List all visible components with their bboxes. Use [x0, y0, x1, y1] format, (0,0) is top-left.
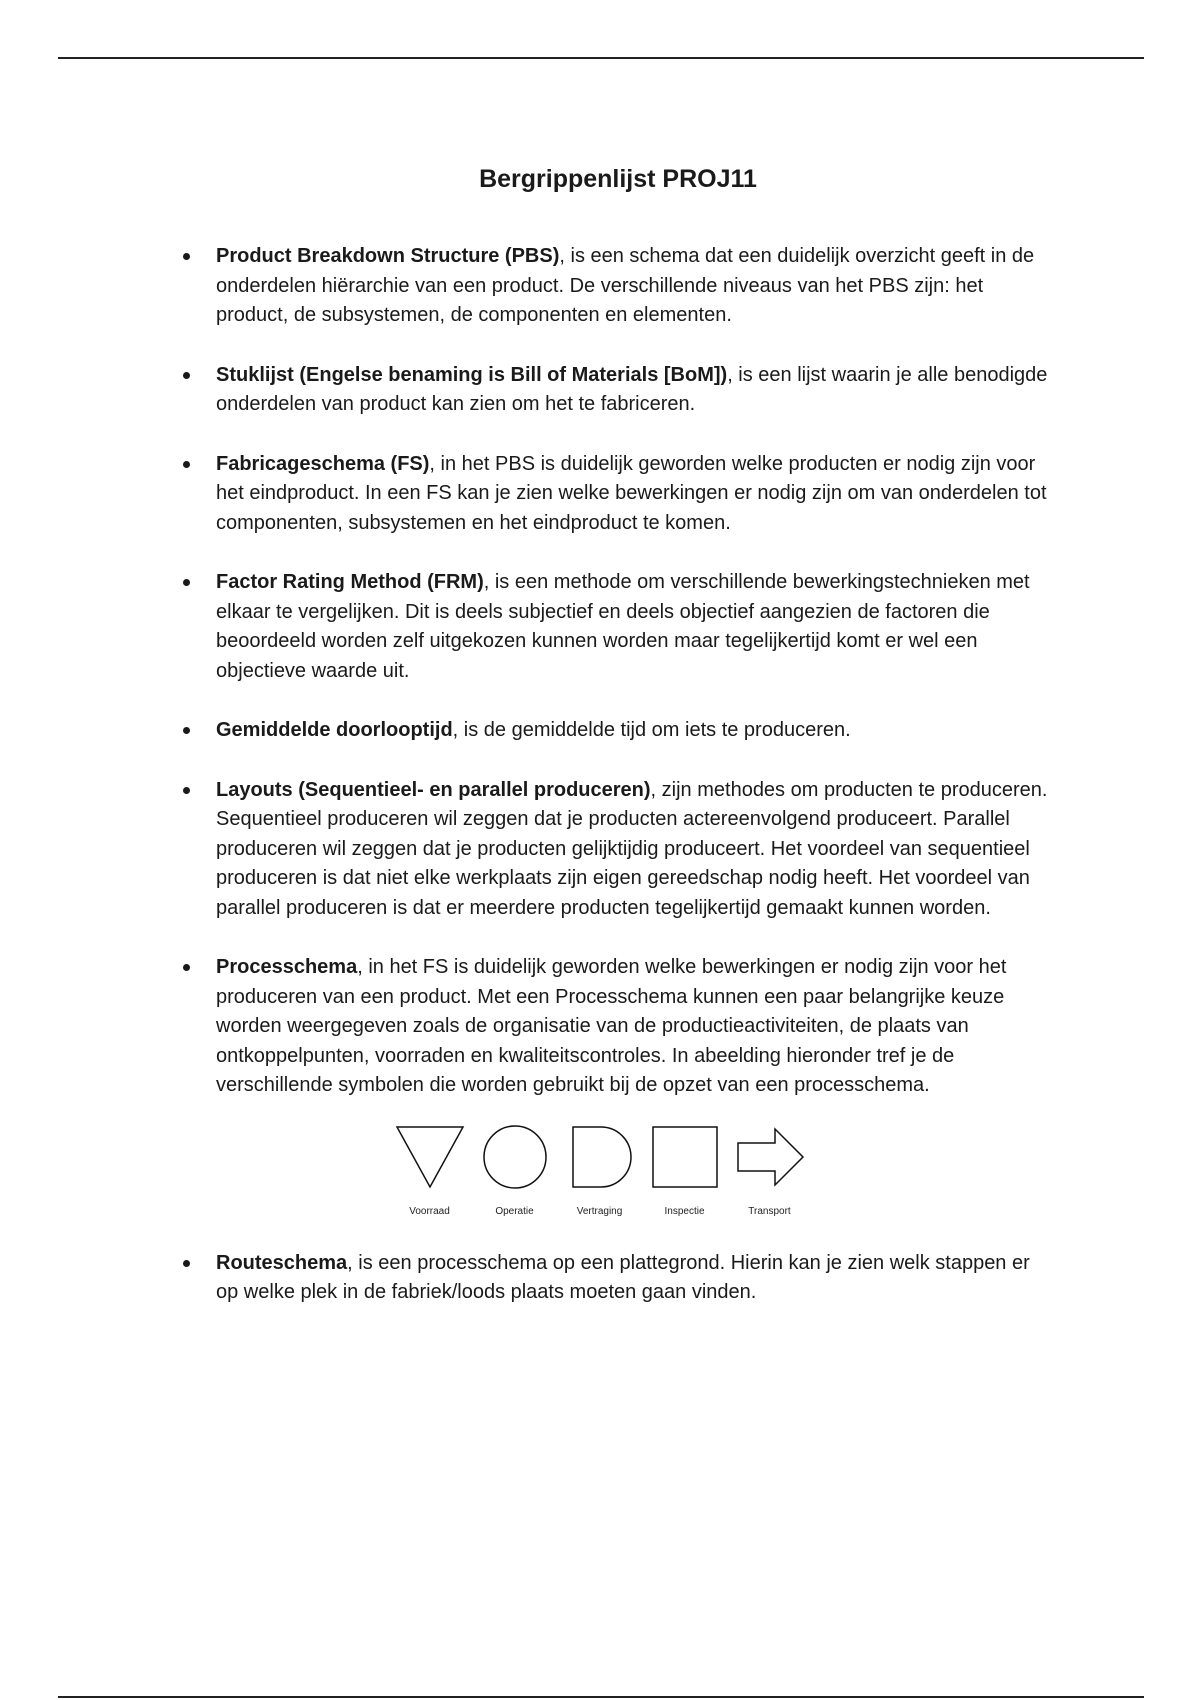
symbol-label: Voorraad [409, 1205, 450, 1217]
header-rule [58, 57, 1144, 59]
symbol-label: Transport [748, 1205, 791, 1217]
term-label: Fabricageschema (FS) [216, 452, 430, 475]
term-description: , is een processchema op een plattegrond. Hierin kan je zien welk stappen er op welke plek in de fabriek/loods plaats moeten gaan vinden. [216, 1251, 1030, 1303]
triangle-down-icon [395, 1125, 465, 1189]
symbol-label: Vertraging [576, 1205, 623, 1217]
term-description: , is een lijst waarin je alle benodigde onderdelen van product kan zien om het te fabriceren. [216, 363, 1048, 415]
footer-rule [58, 1696, 1144, 1698]
d-shape-icon [565, 1125, 635, 1189]
term-label: Factor Rating Method (FRM) [216, 571, 484, 593]
term-label: Gemiddelde doorlooptijd [216, 719, 453, 741]
symbol-label: Operatie [495, 1205, 534, 1217]
list-item-stuklijst [216, 361, 1056, 420]
term-list [216, 242, 1056, 1338]
circle-icon [480, 1125, 550, 1189]
term-description: , zijn methodes om producten te produceren. [650, 778, 1048, 801]
term-description: , is de gemiddelde tijd om iets te produceren. [452, 719, 851, 741]
term-extra-description: Sequentieel produceren wil zeggen dat je producten actereenvolgend produceert. Parallel produceren wil zeggen dat je producten gelijktijdig produceert. Het voordeel van sequentieel produceren is dat niet elke werkplaats zijn eigen gereedschap nodig heeft. Het voordeel van parallel produceren is dat er meerdere producten tegelijkertijd gemaakt kunnen worden. [216, 808, 1030, 919]
list-item-processchema [216, 953, 1056, 1219]
symbol-label: Inspectie [664, 1205, 705, 1217]
term-label: Layouts (Sequentieel- en parallel produceren) [216, 778, 651, 801]
term-label: Stuklijst (Engelse benaming is Bill of Materials [BoM]) [216, 363, 728, 386]
symbol-voorraad [391, 1125, 468, 1219]
symbol-inspectie [646, 1125, 723, 1219]
list-item-routeschema [216, 1249, 1056, 1308]
arrow-right-icon [735, 1125, 805, 1189]
process-symbols-figure [391, 1125, 1056, 1219]
term-label: Routeschema [216, 1251, 348, 1274]
term-description: , is een schema dat een duidelijk overzicht geeft in de onderdelen hiërarchie van een product. De verschillende niveaus van het PBS zijn: het product, de subsystemen, de componenten en elementen. [216, 245, 1035, 326]
list-item-doorlooptijd [216, 716, 1056, 746]
term-description: , in het FS is duidelijk geworden welke bewerkingen er nodig zijn voor het produceren van een product. Met een Processchema kunnen een paar belangrijke keuze worden weergegeven zoals de organisatie van de productieactiviteiten, de plaats van ontkoppelpunten, voorraden en kwaliteitscontroles. In abeelding hieronder tref je de verschillende symbolen die worden gebruikt bij de opzet van een processchema. [216, 956, 1007, 1096]
list-item-fabricageschema [216, 450, 1056, 539]
square-icon [650, 1125, 720, 1189]
page-title: Bergrippenlijst PROJ11 [479, 164, 757, 193]
term-description: , in het PBS is duidelijk geworden welke producten er nodig zijn voor het eindproduct. In een FS kan je zien welke bewerkingen er nodig zijn om van onderdelen tot componenten, subsystemen en het eindproduct te komen. [216, 452, 1047, 534]
term-label: Processchema [216, 956, 358, 978]
symbol-vertraging [561, 1125, 638, 1219]
list-item-pbs [216, 242, 1056, 331]
term-label: Product Breakdown Structure (PBS) [216, 245, 560, 267]
list-item-layouts [216, 776, 1056, 924]
term-description: , is een methode om verschillende bewerkingstechnieken met elkaar te vergelijken. Dit is deels subjectief en deels objectief aangezien de factoren die beoordeeld worden zelf uitgekozen kunnen worden maar tegelijkertijd komt er wel een objectieve waarde uit. [216, 571, 1030, 682]
symbol-operatie [476, 1125, 553, 1219]
symbol-transport [731, 1125, 808, 1219]
list-item-frm [216, 568, 1056, 686]
